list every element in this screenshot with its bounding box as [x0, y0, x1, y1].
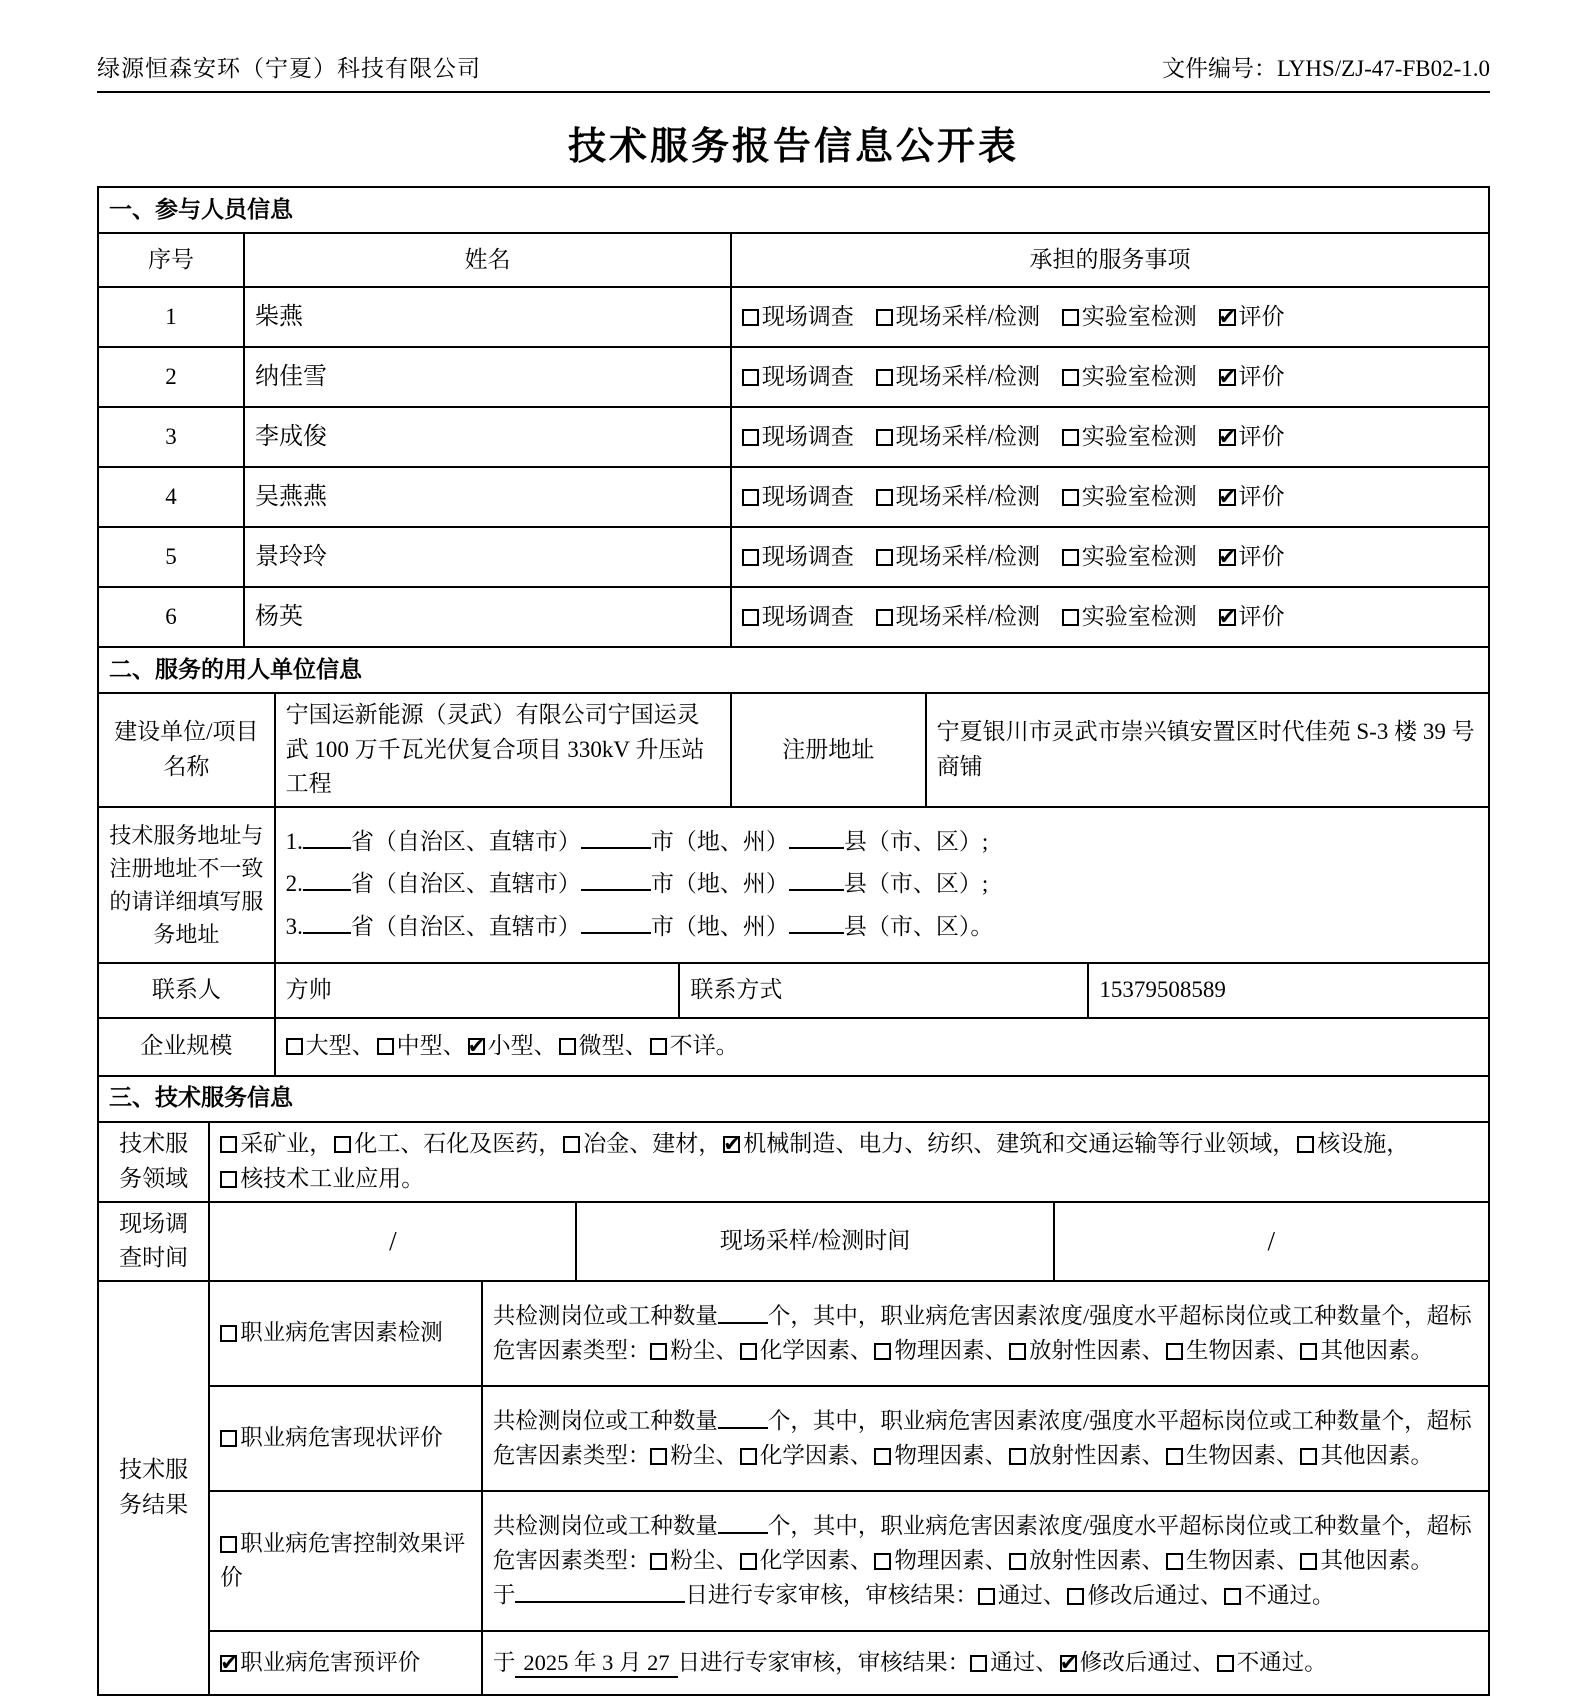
checkbox-checked-icon — [220, 1655, 237, 1672]
checkbox-icon — [220, 1171, 237, 1188]
blank-underline — [303, 908, 351, 934]
result-type-label: 职业病危害因素检测 — [240, 1320, 443, 1346]
result-detail — [482, 1491, 1489, 1631]
checkbox-icon — [1166, 1343, 1183, 1360]
factor-label: 其他因素。 — [1320, 1442, 1433, 1468]
detail-text: 个，超标危害因素类型： — [492, 1304, 1472, 1363]
option-label: 现场采样/检测 — [895, 363, 1041, 389]
time-table — [97, 1201, 1490, 1282]
option-label: 不详。 — [669, 1033, 739, 1059]
detail-text: 共检测岗位或工种数量 — [492, 1304, 718, 1330]
option-label: 现场采样/检测 — [895, 543, 1041, 569]
line-text: 省（自治区、直辖市） — [350, 871, 581, 897]
service-results-table — [97, 1280, 1490, 1696]
detail-text: 个，超标危害因素类型： — [492, 1409, 1472, 1468]
participant-name: 吴燕燕 — [244, 467, 731, 527]
line-number: 1. — [285, 828, 303, 854]
checkbox-icon — [220, 1430, 237, 1447]
detail-body — [493, 1508, 1478, 1577]
line-text: 省（自治区、直辖市） — [350, 828, 581, 854]
option-label: 机械制造、电力、纺织、建筑和交通运输等行业领域， — [743, 1131, 1296, 1156]
result-type — [209, 1281, 482, 1386]
review-option-label: 通过、 — [990, 1649, 1058, 1675]
line-text: 县（市、区）; — [843, 871, 989, 897]
checkbox-icon — [876, 609, 893, 626]
option-label: 核技术工业应用。 — [240, 1165, 425, 1191]
result-row-control-effect-evaluation — [98, 1491, 1489, 1631]
checkbox-checked-icon — [723, 1136, 740, 1153]
line-number: 2. — [285, 871, 303, 897]
blank-underline — [789, 865, 844, 891]
participant-name: 李成俊 — [244, 407, 731, 467]
checkbox-icon — [1009, 1448, 1026, 1465]
participant-name: 景玲玲 — [244, 527, 731, 587]
blank-underline — [718, 1508, 768, 1534]
checkbox-icon — [1300, 1553, 1317, 1570]
review-prefix: 于 — [492, 1649, 516, 1675]
service-options — [731, 407, 1489, 467]
service-address-line-3 — [286, 906, 1478, 949]
service-address-label: 技术服务地址与注册地址不一致的请详细填写服务地址 — [98, 807, 275, 963]
company-name: 绿源恒森安环（宁夏）科技有限公司 — [97, 56, 481, 81]
sampling-time-value: / — [1054, 1202, 1489, 1281]
factor-label: 物理因素、 — [894, 1337, 1007, 1363]
service-field-table — [97, 1121, 1490, 1203]
participant-row-4 — [98, 467, 1489, 527]
checkbox-icon — [220, 1536, 237, 1553]
participant-row-2 — [98, 347, 1489, 407]
option-label: 现场调查 — [761, 363, 854, 389]
option-label: 评价 — [1238, 423, 1285, 449]
line-text: 市（地、州） — [650, 871, 789, 897]
registered-address: 宁夏银川市灵武市崇兴镇安置区时代佳苑 S-3 楼 39 号商铺 — [926, 693, 1489, 807]
project-label: 建设单位/项目名称 — [98, 693, 275, 807]
participant-no: 3 — [98, 407, 244, 467]
checkbox-icon — [740, 1448, 757, 1465]
service-address-line-2 — [286, 863, 1478, 906]
col-header-service: 承担的服务事项 — [731, 233, 1489, 287]
option-label: 现场采样/检测 — [895, 423, 1041, 449]
factor-label: 生物因素、 — [1185, 1337, 1299, 1363]
checkbox-icon — [874, 1343, 891, 1360]
factor-label: 放射性因素、 — [1028, 1337, 1164, 1363]
checkbox-icon — [742, 489, 759, 506]
checkbox-icon — [1062, 309, 1079, 326]
option-label: 核设施， — [1317, 1131, 1410, 1156]
participant-name: 杨英 — [244, 587, 731, 647]
factor-label: 化学因素、 — [759, 1442, 873, 1468]
line-text: 省（自治区、直辖市） — [350, 913, 581, 939]
option-label: 评价 — [1238, 603, 1285, 629]
employer-info-table — [97, 692, 1490, 808]
factor-label: 粉尘、 — [670, 1547, 738, 1573]
participant-no: 1 — [98, 287, 244, 347]
section-3-heading: 三、技术服务信息 — [98, 1076, 1489, 1122]
checkbox-checked-icon — [1219, 489, 1236, 506]
checkbox-icon — [978, 1588, 995, 1605]
checkbox-icon — [740, 1553, 757, 1570]
checkbox-checked-icon — [1219, 609, 1236, 626]
line-text: 市（地、州） — [650, 913, 789, 939]
option-label: 实验室检测 — [1081, 603, 1197, 629]
factor-label: 其他因素。 — [1320, 1547, 1433, 1573]
factor-label: 放射性因素、 — [1028, 1547, 1164, 1573]
option-label: 现场调查 — [761, 303, 854, 329]
option-label: 中型、 — [396, 1033, 466, 1059]
blank-underline — [581, 823, 651, 849]
review-date: 2025 年 3 月 27 — [515, 1650, 677, 1678]
checkbox-icon — [1009, 1553, 1026, 1570]
checkbox-icon — [650, 1343, 667, 1360]
checkbox-icon — [220, 1136, 237, 1153]
option-label: 现场采样/检测 — [895, 303, 1041, 329]
option-label: 现场调查 — [761, 543, 854, 569]
survey-time-value: / — [209, 1202, 576, 1281]
line-number: 3. — [285, 913, 303, 939]
option-label: 实验室检测 — [1081, 543, 1197, 569]
checkbox-icon — [650, 1448, 667, 1465]
blank-underline — [789, 908, 844, 934]
checkbox-icon — [650, 1038, 667, 1055]
checkbox-icon — [742, 549, 759, 566]
phone-number: 15379508589 — [1088, 963, 1489, 1018]
review-option-label: 不通过。 — [1244, 1583, 1335, 1608]
checkbox-icon — [876, 309, 893, 326]
option-label: 采矿业， — [240, 1131, 333, 1156]
factor-label: 放射性因素、 — [1028, 1442, 1164, 1468]
result-row-status-evaluation — [98, 1386, 1489, 1491]
checkbox-icon — [1067, 1588, 1084, 1605]
checkbox-icon — [1062, 489, 1079, 506]
checkbox-icon — [220, 1325, 237, 1342]
factor-label: 化学因素、 — [759, 1337, 873, 1363]
option-label: 现场调查 — [761, 423, 854, 449]
review-date-blank — [515, 1577, 685, 1603]
participant-name: 柴燕 — [244, 287, 731, 347]
factor-label: 化学因素、 — [759, 1547, 873, 1573]
checkbox-icon — [742, 429, 759, 446]
checkbox-checked-icon — [468, 1038, 485, 1055]
service-options — [731, 347, 1489, 407]
line-text: 县（市、区）; — [843, 828, 989, 854]
factor-label: 生物因素、 — [1185, 1442, 1299, 1468]
participant-no: 4 — [98, 467, 244, 527]
participant-no: 6 — [98, 587, 244, 647]
section-2-heading-table — [97, 646, 1490, 694]
checkbox-icon — [876, 429, 893, 446]
option-label: 评价 — [1238, 363, 1285, 389]
results-label: 技术服务结果 — [98, 1281, 209, 1695]
result-type — [209, 1491, 482, 1631]
participant-row-1 — [98, 287, 1489, 347]
result-type — [209, 1386, 482, 1491]
option-label: 现场采样/检测 — [895, 603, 1041, 629]
registered-address-label: 注册地址 — [731, 693, 926, 807]
checkbox-icon — [1300, 1448, 1317, 1465]
option-label: 小型、 — [487, 1033, 557, 1059]
service-address-lines — [275, 807, 1489, 963]
detail-text: 个，超标危害因素类型： — [492, 1513, 1472, 1573]
col-header-no: 序号 — [98, 233, 244, 287]
checkbox-icon — [740, 1343, 757, 1360]
service-field-options — [209, 1122, 1489, 1202]
blank-underline — [718, 1298, 768, 1324]
survey-time-label: 现场调查时间 — [98, 1202, 209, 1281]
checkbox-icon — [742, 609, 759, 626]
service-field-label: 技术服务领域 — [98, 1122, 209, 1202]
checkbox-checked-icon — [1219, 309, 1236, 326]
detail-text: 个，其中，职业病危害因素浓度/强度水平超标岗位或工种数量 — [767, 1409, 1382, 1435]
scale-options — [275, 1018, 1489, 1076]
contact-label: 联系人 — [98, 963, 275, 1018]
checkbox-checked-icon — [1060, 1655, 1077, 1672]
checkbox-checked-icon — [1219, 549, 1236, 566]
project-name: 宁国运新能源（灵武）有限公司宁国运灵武 100 万千瓦光伏复合项目 330kV 升压站工程 — [275, 693, 731, 807]
checkbox-icon — [1166, 1448, 1183, 1465]
section-2-heading: 二、服务的用人单位信息 — [98, 647, 1489, 693]
checkbox-icon — [742, 309, 759, 326]
col-header-name: 姓名 — [244, 233, 731, 287]
result-row-pre-evaluation — [98, 1631, 1489, 1695]
option-label: 现场调查 — [761, 603, 854, 629]
checkbox-icon — [1166, 1553, 1183, 1570]
scale-label: 企业规模 — [98, 1018, 275, 1076]
participant-no: 5 — [98, 527, 244, 587]
section-3-heading-table — [97, 1075, 1490, 1123]
line-text: 市（地、州） — [650, 828, 789, 854]
checkbox-icon — [876, 369, 893, 386]
checkbox-icon — [874, 1553, 891, 1570]
factor-label: 其他因素。 — [1320, 1337, 1433, 1363]
blank-underline — [303, 823, 351, 849]
service-address-line-1 — [286, 821, 1478, 864]
checkbox-icon — [1062, 429, 1079, 446]
section-1-heading: 一、参与人员信息 — [98, 187, 1489, 233]
option-label: 评价 — [1238, 543, 1285, 569]
factor-label: 粉尘、 — [670, 1442, 738, 1468]
option-label: 实验室检测 — [1081, 423, 1197, 449]
sampling-time-label: 现场采样/检测时间 — [576, 1202, 1053, 1281]
checkbox-icon — [742, 369, 759, 386]
enterprise-scale-table — [97, 1017, 1490, 1077]
option-label: 微型、 — [578, 1033, 648, 1059]
checkbox-icon — [1300, 1343, 1317, 1360]
detail-text: 个，其中，职业病危害因素浓度/强度水平超标岗位或工种数量 — [767, 1513, 1382, 1539]
detail-text: 共检测岗位或工种数量 — [492, 1513, 718, 1539]
checkbox-icon — [650, 1553, 667, 1570]
participant-row-6 — [98, 587, 1489, 647]
checkbox-checked-icon — [1219, 429, 1236, 446]
blank-underline — [789, 823, 844, 849]
result-row-factor-detection — [98, 1281, 1489, 1386]
review-line — [493, 1577, 1478, 1612]
factor-label: 生物因素、 — [1185, 1547, 1299, 1573]
checkbox-icon — [876, 549, 893, 566]
option-label: 评价 — [1238, 483, 1285, 509]
option-label: 冶金、建材， — [583, 1131, 722, 1156]
result-detail — [482, 1631, 1489, 1695]
checkbox-icon — [1062, 369, 1079, 386]
blank-underline — [581, 908, 651, 934]
checkbox-icon — [563, 1136, 580, 1153]
detail-text: 共检测岗位或工种数量 — [492, 1409, 718, 1435]
result-type-label: 职业病危害预评价 — [240, 1649, 421, 1675]
result-type-label: 职业病危害现状评价 — [240, 1425, 443, 1451]
checkbox-icon — [874, 1448, 891, 1465]
result-detail — [482, 1281, 1489, 1386]
checkbox-checked-icon — [1219, 369, 1236, 386]
blank-underline — [718, 1403, 768, 1429]
service-options — [731, 587, 1489, 647]
contact-table — [97, 962, 1490, 1019]
service-address-table — [97, 806, 1490, 964]
service-options — [731, 287, 1489, 347]
checkbox-icon — [1009, 1343, 1026, 1360]
result-detail — [482, 1386, 1489, 1491]
checkbox-icon — [876, 489, 893, 506]
checkbox-icon — [559, 1038, 576, 1055]
participant-row-3 — [98, 407, 1489, 467]
review-option-label: 修改后通过、 — [1079, 1649, 1215, 1675]
detail-text: 个，其中，职业病危害因素浓度/强度水平超标岗位或工种数量 — [767, 1304, 1382, 1330]
option-label: 现场调查 — [761, 483, 854, 509]
option-label: 实验室检测 — [1081, 363, 1197, 389]
result-type — [209, 1631, 482, 1695]
blank-underline — [581, 865, 651, 891]
review-prefix: 于 — [492, 1583, 516, 1608]
checkbox-icon — [1224, 1588, 1241, 1605]
participants-table — [97, 186, 1490, 648]
factor-label: 粉尘、 — [670, 1337, 738, 1363]
participant-row-5 — [98, 527, 1489, 587]
checkbox-icon — [1217, 1655, 1234, 1672]
review-option-label: 不通过。 — [1236, 1649, 1327, 1675]
checkbox-icon — [1062, 549, 1079, 566]
participant-name: 纳佳雪 — [244, 347, 731, 407]
option-label: 现场采样/检测 — [895, 483, 1041, 509]
option-label: 大型、 — [305, 1033, 375, 1059]
review-mid: 日进行专家审核，审核结果： — [677, 1649, 971, 1675]
result-type-label: 职业病危害控制效果评价 — [220, 1530, 466, 1590]
review-option-label: 通过、 — [997, 1583, 1066, 1608]
page-title: 技术服务报告信息公开表 — [567, 126, 1019, 168]
document-header — [97, 50, 1490, 93]
factor-label: 物理因素、 — [894, 1442, 1007, 1468]
factor-label: 物理因素、 — [894, 1547, 1007, 1573]
option-label: 评价 — [1238, 303, 1285, 329]
blank-underline — [303, 865, 351, 891]
service-options — [731, 527, 1489, 587]
service-options — [731, 467, 1489, 527]
phone-label: 联系方式 — [679, 963, 1088, 1018]
checkbox-icon — [970, 1655, 987, 1672]
doc-number: 文件编号：LYHS/ZJ-47-FB02-1.0 — [1161, 56, 1490, 81]
line-text: 县（市、区）。 — [843, 913, 994, 939]
checkbox-icon — [334, 1136, 351, 1153]
checkbox-icon — [1297, 1136, 1314, 1153]
option-label: 实验室检测 — [1081, 483, 1197, 509]
option-label: 化工、石化及医药， — [354, 1131, 562, 1156]
contact-name: 方帅 — [275, 963, 680, 1018]
checkbox-icon — [1062, 609, 1079, 626]
checkbox-icon — [377, 1038, 394, 1055]
option-label: 实验室检测 — [1081, 303, 1197, 329]
review-option-label: 修改后通过、 — [1087, 1583, 1223, 1608]
review-mid: 日进行专家审核，审核结果： — [685, 1583, 978, 1608]
checkbox-icon — [286, 1038, 303, 1055]
participant-no: 2 — [98, 347, 244, 407]
